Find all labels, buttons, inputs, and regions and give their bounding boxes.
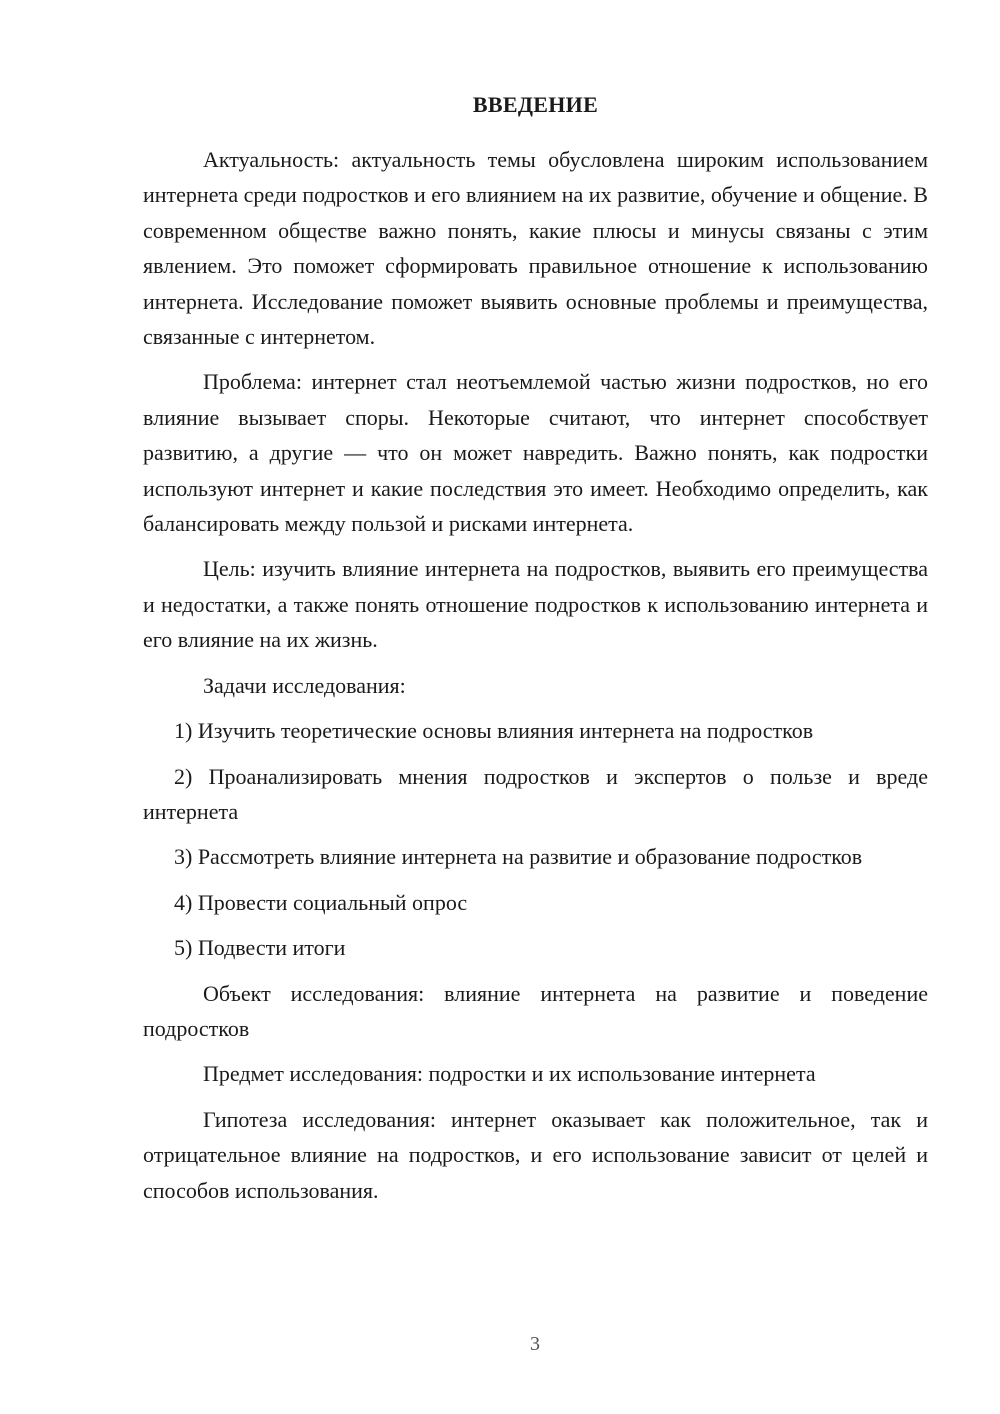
page-number: 3 [530,1333,540,1355]
task-item: 5) Подвести итоги [174,935,346,961]
hypothesis-paragraph: Гипотеза исследования: интернет оказывает как положительное, так и отрицательное влияние на подростков, и его использование зависит от целей и способов использования. [143,1106,928,1203]
task-item: 1) Изучить теоретические основы влияния интернета на подростков [174,718,814,744]
goal-paragraph: Цель: изучить влияние интернета на подростков, выявить его преимущества и недостатки, а также понять отношение подростков к использованию интернета и его влияние на их жизнь. [143,556,928,653]
object-paragraph: Объект исследования: влияние интернета на развитие и поведение подростков [143,980,928,1041]
task-item: 2) Проанализировать мнения подростков и экспертов о пользе и вреде интернета [143,763,928,824]
problem-paragraph: Проблема: интернет стал неотъемлемой частью жизни подростков, но его влияние вызывает споры. Некоторые считают, что интернет способствует развитию, а другие — что он может навредить. Важно понять, как подростки используют интернет и какие последствия это имеет. Необходимо определить, как балансировать между пользой и рисками интернета. [143,369,928,537]
tasks-heading: Задачи исследования: [203,672,406,698]
relevance-paragraph: Актуальность: актуальность темы обусловлена широким использованием интернета среди подростков и его влиянием на их развитие, обучение и общение. В современном обществе важно понять, какие плюсы и минусы связаны с этим явлением. Это поможет сформировать правильное отношение к использованию интернета. Исследование поможет выявить основные проблемы и преимущества, связанные с интернетом. [143,147,928,350]
page-title: ВВЕДЕНИЕ [472,92,599,117]
task-item: 4) Провести социальный опрос [174,889,468,915]
task-item: 3) Рассмотреть влияние интернета на развитие и образование подростков [174,844,863,870]
subject-paragraph: Предмет исследования: подростки и их использование интернета [203,1061,816,1087]
document-page [143,92,928,1208]
